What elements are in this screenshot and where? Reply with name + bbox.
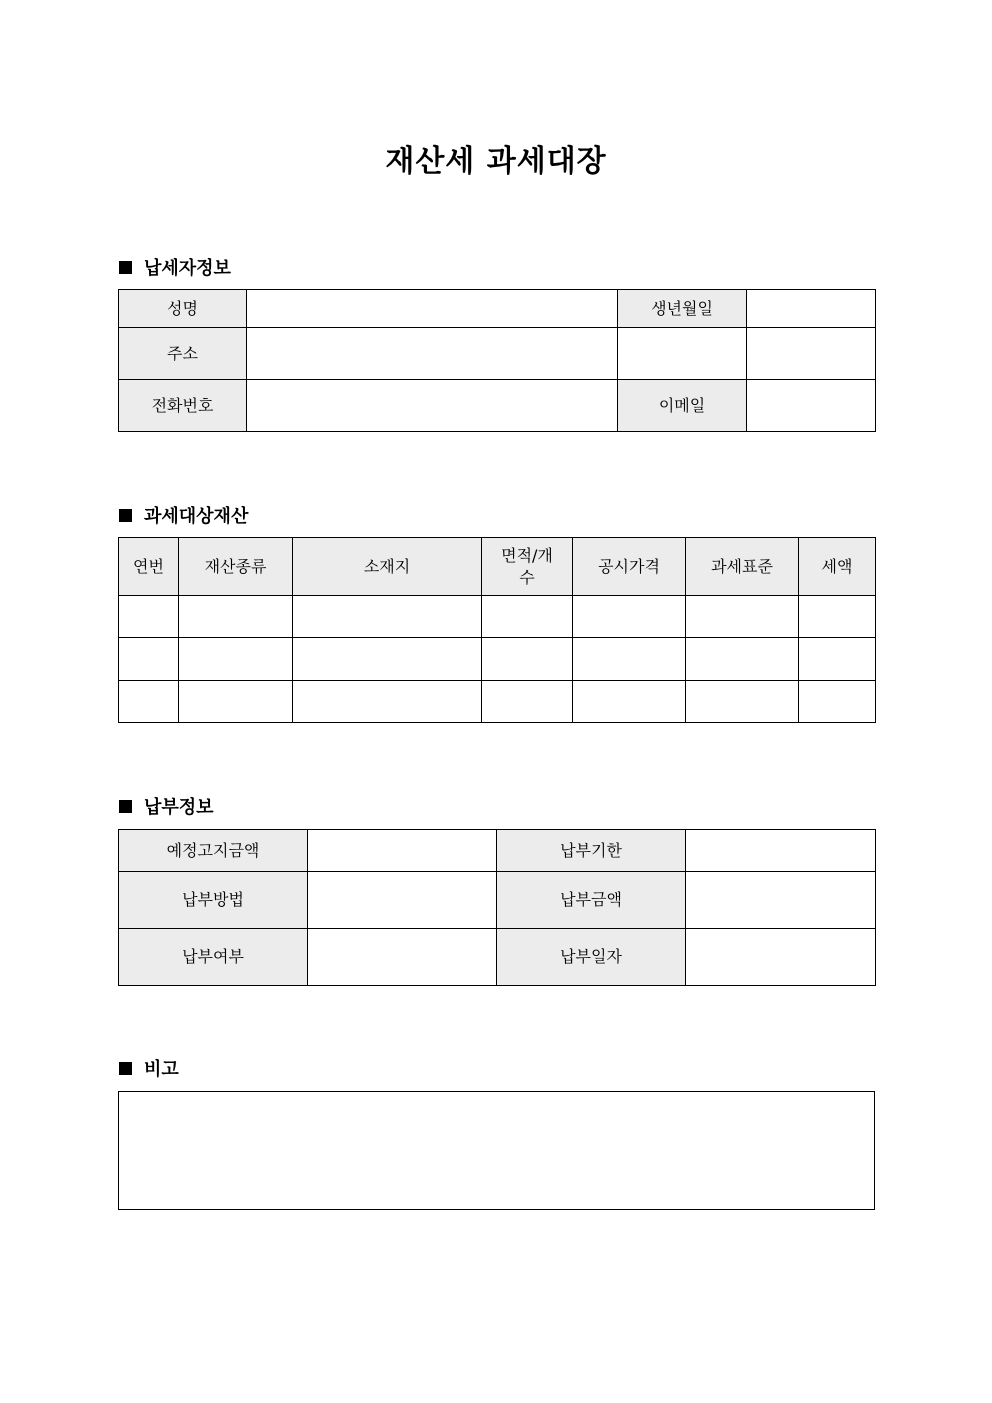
taxpayer-heading-text: 납세자정보 — [144, 258, 231, 279]
payment-amount-label: 납부금액 — [497, 872, 686, 929]
table-cell[interactable] — [799, 596, 876, 638]
address-field[interactable] — [247, 328, 618, 380]
table-cell[interactable] — [179, 596, 293, 638]
table-cell[interactable] — [686, 596, 799, 638]
table-cell[interactable] — [482, 681, 573, 723]
notice-amount-label: 예정고지금액 — [119, 830, 308, 872]
property-heading-text: 과세대상재산 — [144, 506, 249, 527]
table-cell[interactable] — [119, 638, 179, 681]
remarks-section-heading — [119, 1055, 179, 1081]
table-row — [119, 596, 876, 638]
taxpayer-section-heading — [119, 254, 231, 280]
table-cell[interactable] — [293, 638, 482, 681]
table-cell[interactable] — [799, 638, 876, 681]
remarks-field[interactable] — [118, 1091, 875, 1210]
payment-status-label: 납부여부 — [119, 929, 308, 986]
name-field[interactable] — [247, 290, 618, 328]
column-header: 면적/개 수 — [482, 538, 573, 596]
column-header: 세액 — [799, 538, 876, 596]
table-row — [119, 681, 876, 723]
square-bullet-icon — [119, 509, 132, 522]
paid-date-field[interactable] — [686, 929, 876, 986]
table-cell[interactable] — [686, 638, 799, 681]
table-cell[interactable] — [482, 638, 573, 681]
table-cell[interactable] — [119, 596, 179, 638]
table-cell[interactable] — [799, 681, 876, 723]
column-header: 과세표준 — [686, 538, 799, 596]
payment-method-label: 납부방법 — [119, 872, 308, 929]
email-field[interactable] — [747, 380, 876, 432]
table-cell[interactable] — [573, 681, 686, 723]
square-bullet-icon — [119, 800, 132, 813]
table-cell[interactable] — [119, 681, 179, 723]
table-cell[interactable] — [573, 596, 686, 638]
table-cell[interactable] — [686, 681, 799, 723]
due-date-label: 납부기한 — [497, 830, 686, 872]
payment-amount-field[interactable] — [686, 872, 876, 929]
property-section-heading — [119, 502, 248, 528]
table-cell[interactable] — [293, 681, 482, 723]
birthdate-field[interactable] — [747, 290, 876, 328]
payment-section-heading — [119, 793, 214, 819]
remarks-heading-text: 비고 — [144, 1059, 179, 1080]
table-cell[interactable] — [573, 638, 686, 681]
payment-status-field[interactable] — [308, 929, 497, 986]
table-cell[interactable] — [179, 638, 293, 681]
column-header: 공시가격 — [573, 538, 686, 596]
table-row — [119, 638, 876, 681]
address-extra-field-2[interactable] — [747, 328, 876, 380]
column-header: 재산종류 — [179, 538, 293, 596]
payment-method-field[interactable] — [308, 872, 497, 929]
email-label: 이메일 — [618, 380, 747, 432]
column-header: 연번 — [119, 538, 179, 596]
taxpayer-table — [118, 289, 876, 432]
address-label: 주소 — [119, 328, 247, 380]
payment-heading-text: 납부정보 — [144, 797, 214, 818]
table-cell[interactable] — [293, 596, 482, 638]
table-cell[interactable] — [482, 596, 573, 638]
table-cell[interactable] — [179, 681, 293, 723]
payment-table — [118, 829, 876, 986]
square-bullet-icon — [119, 1062, 132, 1075]
paid-date-label: 납부일자 — [497, 929, 686, 986]
address-extra-field[interactable] — [618, 328, 747, 380]
name-label: 성명 — [119, 290, 247, 328]
phone-field[interactable] — [247, 380, 618, 432]
due-date-field[interactable] — [686, 830, 876, 872]
property-table — [118, 537, 876, 723]
column-header: 소재지 — [293, 538, 482, 596]
notice-amount-field[interactable] — [308, 830, 497, 872]
square-bullet-icon — [119, 261, 132, 274]
document-title: 재산세 과세대장 — [385, 144, 607, 179]
phone-label: 전화번호 — [119, 380, 247, 432]
birthdate-label: 생년월일 — [618, 290, 747, 328]
